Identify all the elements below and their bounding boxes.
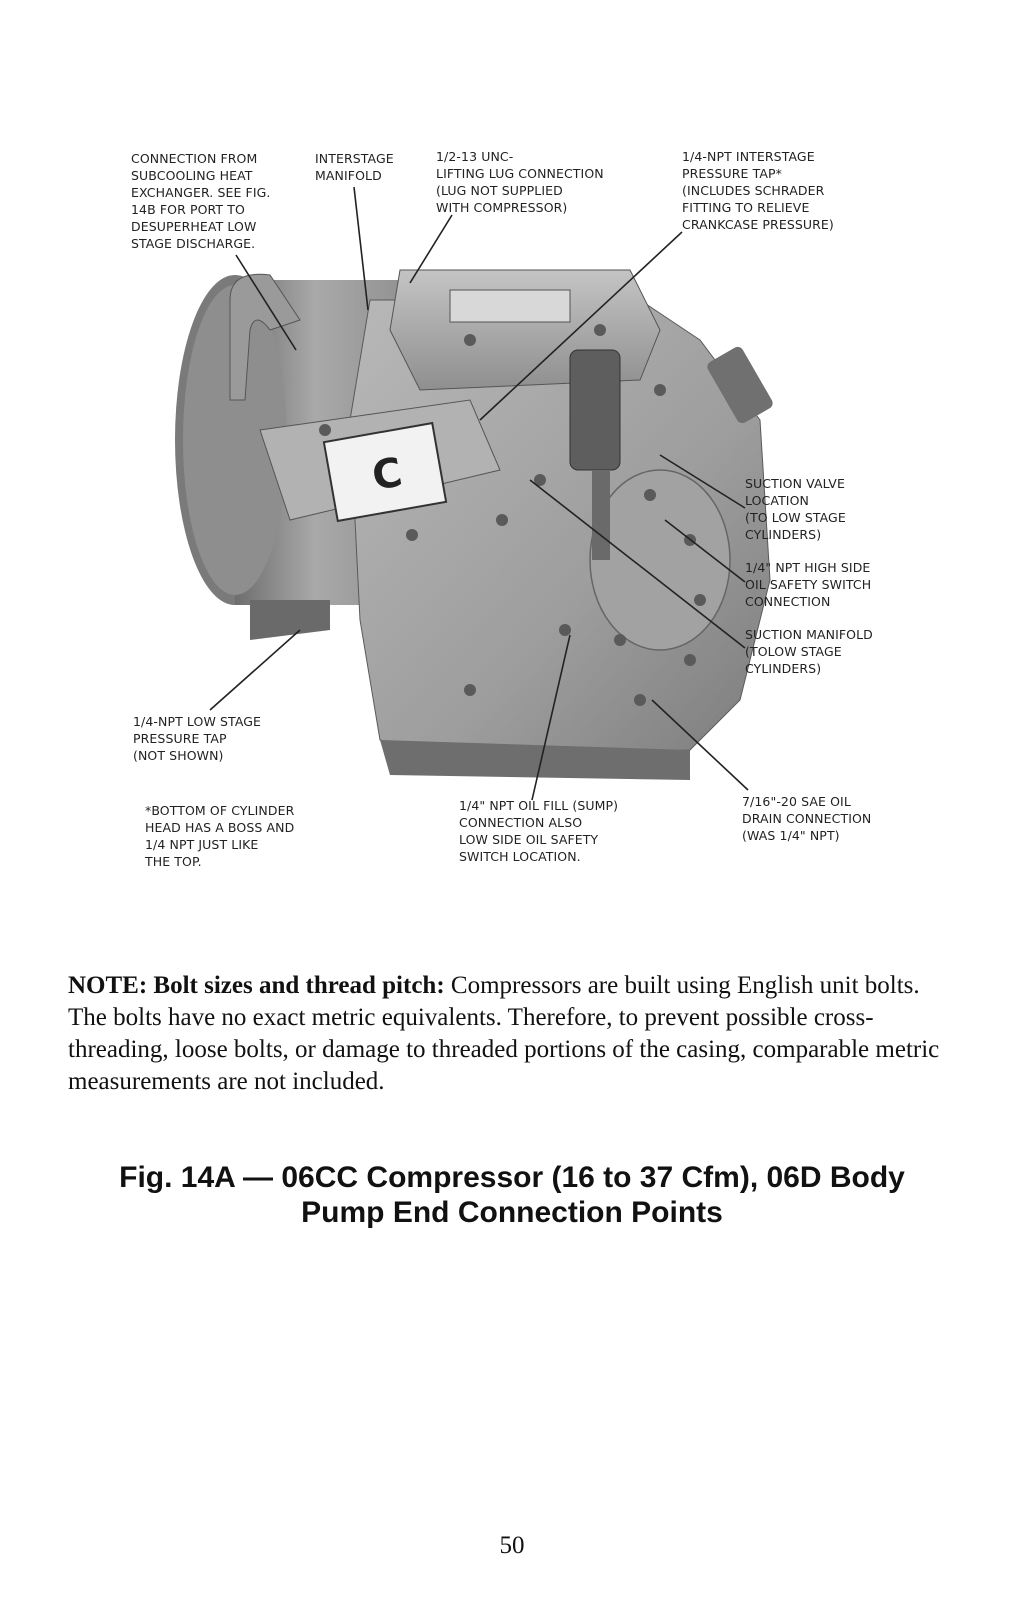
callout-oil-drain: 7/16"-20 SAE OIL DRAIN CONNECTION (WAS 1/4" NPT) xyxy=(742,794,872,843)
callout-lifting-lug: 1/2-13 UNC- LIFTING LUG CONNECTION (LUG NOT SUPPLIED WITH COMPRESSOR) xyxy=(436,149,604,215)
note-label: NOTE: Bolt sizes and thread pitch: xyxy=(68,972,445,999)
logo-text: C xyxy=(368,449,406,500)
callout-low-stage-pressure-tap: 1/4-NPT LOW STAGE PRESSURE TAP (NOT SHOWN) xyxy=(133,714,262,763)
callout-oil-safety-switch: 1/4" NPT HIGH SIDE OIL SAFETY SWITCH CONNECTION xyxy=(745,560,872,609)
callout-subcooling-connection: CONNECTION FROM SUBCOOLING HEAT EXCHANGER. SEE FIG. 14B FOR PORT TO DESUPERHEAT LOW STAGE DISCHARGE. xyxy=(131,151,271,251)
figure-caption xyxy=(60,1160,964,1230)
callout-cylinder-head-note: *BOTTOM OF CYLINDER HEAD HAS A BOSS AND 1/4 NPT JUST LIKE THE TOP. xyxy=(145,803,295,869)
note-text: Compressors are built using English unit bolts. The bolts have no exact metric equivalents. Therefore, to prevent possible cross-threading, loose bolts, or damage to threaded portions of the casing, comparable metric measurements are not included. xyxy=(68,972,940,1095)
callout-suction-manifold: SUCTION MANIFOLD (TOLOW STAGE CYLINDERS) xyxy=(745,627,873,676)
bolt-size-note xyxy=(68,970,948,1098)
callout-oil-fill: 1/4" NPT OIL FILL (SUMP) CONNECTION ALSO LOW SIDE OIL SAFETY SWITCH LOCATION. xyxy=(459,798,619,864)
caption-line-1: Fig. 14A — 06CC Compressor (16 to 37 Cfm), 06D Body xyxy=(119,1161,905,1194)
callout-interstage-manifold: INTERSTAGE MANIFOLD xyxy=(315,151,394,183)
caption-line-2: Pump End Connection Points xyxy=(301,1196,723,1229)
callout-suction-valve-location: SUCTION VALVE LOCATION (TO LOW STAGE CYLINDERS) xyxy=(745,476,846,542)
callout-interstage-pressure-tap: 1/4-NPT INTERSTAGE PRESSURE TAP* (INCLUDES SCHRADER FITTING TO RELIEVE CRANKCASE PRESSURE) xyxy=(682,149,834,232)
page-number: 50 xyxy=(499,1532,525,1559)
